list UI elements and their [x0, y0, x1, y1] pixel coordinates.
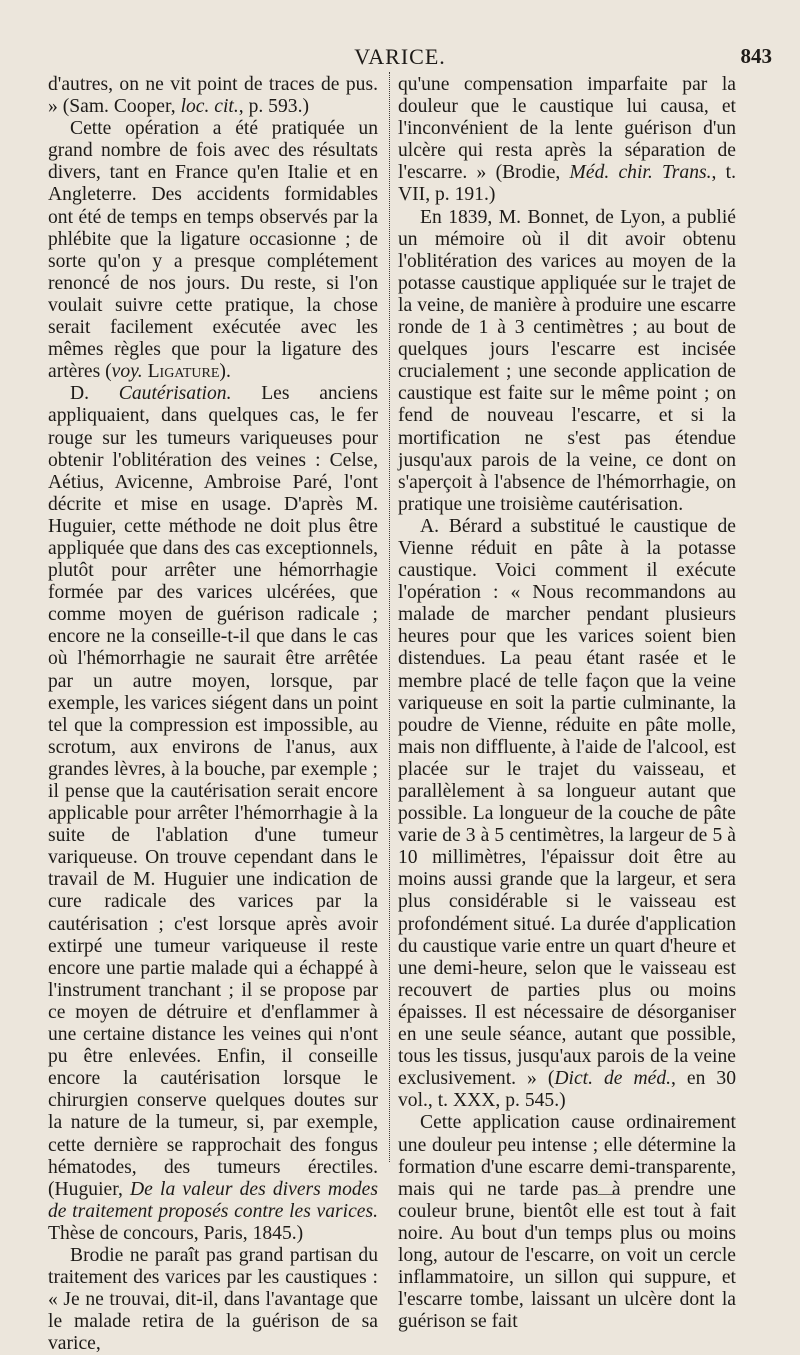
paragraph	[48, 383, 378, 1245]
text-run: Les anciens appliquaient, dans quelques cas, le fer rouge sur les tumeurs variqueuses pour obtenir l'oblitération des veines : Celse, Aétius, Avicenne, Ambroise Paré, l'ont décrite et mise en usage. D'après M. Huguier, cette méthode ne doit plus être appliquée que dans des cas exceptionnels, plutôt pour arrêter une hémorrhagie formée par des varices ulcérées, que comme moyen de guérison radicale ; encore ne la conseille-t-il que dans le cas où l'hémorrhagie ne saurait être arrêtée par un autre moyen, lorsque, par exemple, les varices siégent dans un point tel que la compression est impossible, au scrotum, aux environs de l'anus, aux grandes lèvres, à la bouche, par exemple ; il pense que la cautérisation serait encore applicable pour arrêter l'hémorrhagie à la suite de l'ablation d'une tumeur variqueuse. On trouve cependant dans le travail de M. Huguier une indication de cure radicale des varices par la cautérisation ; c'est lorsque après avoir extirpé une tumeur variqueuse il reste encore une partie malade qui a échappé à l'instrument tranchant ; il se propose par ce moyen de détruire et d'enflammer à une certaine distance les veines qui n'ont pu être enlevées. Enfin, il conseille encore la cautérisation lorsque le chirurgien conserve quelques doutes sur la nature de la tumeur, si, par exemple, cette dernière se rapprochait des fongus hématodes, des tumeurs érectiles. (Huguier,	[48, 383, 378, 1200]
running-title: VARICE.	[354, 44, 446, 69]
column-divider	[389, 72, 390, 1162]
italic-citation: Dict. de méd.	[554, 1068, 672, 1090]
italic-citation: De la valeur des divers modes de traitement proposés contre les varices.	[48, 1178, 378, 1222]
italic-citation: Méd. chir. Trans.	[569, 162, 712, 184]
paragraph	[398, 74, 736, 207]
paragraph: Brodie ne paraît pas grand partisan du traitement des varices par les caustiques : « Je ne trouvai, dit-il, dans l'avantage que le malade retira de la guérison de sa varice,	[48, 1244, 378, 1355]
text-run: , t. VII, p. 191.)	[398, 162, 737, 206]
section-heading: Cautérisation.	[118, 383, 232, 405]
text-run: , en 30 vol., t. XXX, p. 545.)	[398, 1068, 736, 1112]
page-number: 843	[740, 44, 772, 68]
paragraph	[48, 118, 378, 383]
right-column	[398, 74, 737, 1333]
text-run: , p. 593.)	[238, 96, 309, 118]
text-run: A. Bérard a substitué le caustique de Vienne réduit en pâte à la potasse caustique. Voici comment il exécute l'opération : « Nous recommandons au malade de marcher pendant plusieurs heures pour que les varices soient bien distendues. La peau étant rasée et le membre placé de telle façon que la veine variqueuse en soit la partie culminante, la poudre de Vienne, réduite en pâte molle, mais non diffluente, à l'aide de l'alcool, est placée sur le trajet du vaisseau, et parallèlement à sa longueur autant que possible. La longueur de la couche de pâte varie de 3 à 5 centimètres, la largeur de 5 à 10 millimètres, l'épaissur doit être au moins aussi grande que la largeur, et sera plus considérable si le vaisseau est profondément situé. La durée d'application du caustique varie entre un quart d'heure et une demi-heure, selon que le vaisseau est recouvert de parties plus ou moins épaisses. Il est nécessaire de désorganiser en une seule séance, autant que possible, tous les tissus, jusqu'aux parois de la veine exclusivement. » (	[398, 515, 736, 1090]
italic-citation: loc. cit.	[180, 96, 239, 118]
paragraph	[48, 74, 378, 118]
small-caps-reference: Ligature	[147, 361, 220, 383]
text-run: ).	[219, 361, 231, 383]
running-head	[0, 40, 800, 70]
text-run: d'autres, on ne vit point de traces de pus. » (Sam. Cooper,	[48, 74, 378, 118]
paragraph	[398, 516, 736, 1113]
left-column	[48, 74, 378, 1355]
text-run: qu'une compensation imparfaite par la douleur que le caustique lui causa, et l'inconvénient de la lente guérison d'un ulcère qui resta après la séparation de l'escarre. » (Brodie,	[398, 74, 736, 184]
text-run: Cette opération a été pratiquée un grand nombre de fois avec des résultats divers, tant en France qu'en Italie et en Angleterre. Des accidents formidables ont été de temps en temps observés par la phlébite que la ligature occasionne ; de sorte qu'on y a presque complétement renoncé de nos jours. Du reste, si l'on voulait suivre cette pratique, la chose serait facilement exécutée avec les mêmes règles que pour la ligature des artères (	[48, 118, 378, 383]
paragraph: Cette application cause ordinairement une douleur peu intense ; elle détermine la formation d'une escarre demi-transparente, mais qui ne tarde pas à prendre une couleur brune, bientôt elle est tout à fait noire. Au bout d'un temps plus ou moins long, autour de l'escarre, on voit un cercle inflammatoire, un sillon qui suppure, et l'escarre tombe, laissant un ulcère dont la guérison se fait	[398, 1112, 736, 1333]
italic-text: voy.	[111, 361, 143, 383]
section-letter: D.	[70, 383, 90, 405]
page-bottom-mark	[598, 1194, 620, 1195]
paragraph: En 1839, M. Bonnet, de Lyon, a publié un mémoire où il dit avoir obtenu l'oblitération des varices au moyen de la potasse caustique appliquée sur le trajet de la veine, de manière à produire une escarre ronde de 1 à 3 centimètres ; au bout de quelques jours l'escarre est incisée crucialement ; une seconde application de caustique est faite sur le même point ; on fend de nouveau l'escarre, et si la mortification ne s'est pas étendue jusqu'aux parois de la veine, ce dont on s'aperçoit à l'absence de l'hémorrhagie, on pratique une troisième cautérisation.	[398, 206, 736, 515]
text-run: Thèse de concours, Paris, 1845.)	[48, 1222, 304, 1244]
